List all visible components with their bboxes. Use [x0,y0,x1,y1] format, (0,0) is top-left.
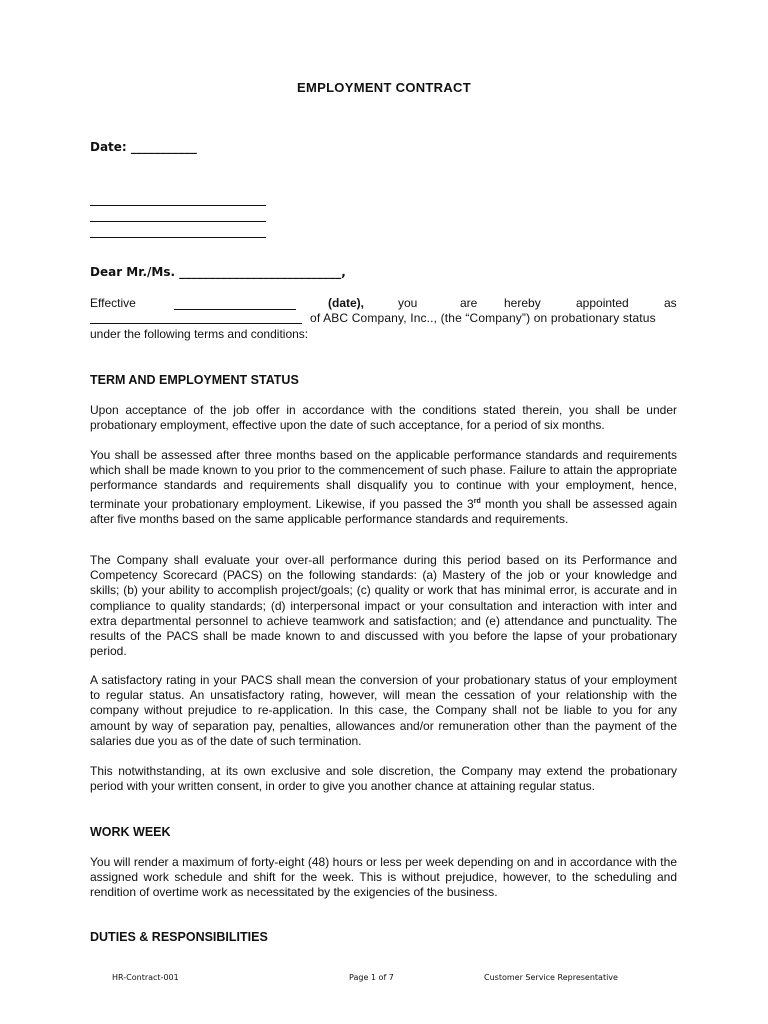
date-label: (date), [328,296,364,310]
paragraph: The Company shall evaluate your over-all performance during this period based on its Performance and Competency Scorecard (PACS) on the following standards: (a) Mastery of the job or your knowledge and skills; (b) your ability to accomplish project/goals; (c) quality or work that has minimal error, is accurate and in compliance to quality standards; (d) interpersonal impact or your consultation and interaction with inter and extra departmental personnel to achieve teamwork and satisfaction; and (e) attendance and punctuality. The results of the PACS shall be made known to and discussed with you before the lapse of your probationary period. [90,553,677,659]
document-title: EMPLOYMENT CONTRACT [297,80,471,95]
ordinal-suffix: rd [473,497,481,505]
paragraph: A satisfactory rating in your PACS shall mean the conversion of your probationary status of your employment to regular status. An unsatisfactory rating, however, will mean the cessation of your relationship with the company without prejudice to re-application. In this case, the Company shall not be liable to you for any amount by way of separation pay, penalties, allowances and/or remuneration other than the payment of the salaries due you as of the date of such termination. [90,673,677,748]
footer-page-number: Page 1 of 7 [349,973,394,982]
effective-line-3: under the following terms and conditions: [90,327,309,341]
address-block [90,190,266,238]
word: hereby [504,296,541,310]
word: appointed [576,296,629,310]
section-heading-work-week: WORK WEEK [90,825,171,839]
position-blank [90,311,302,324]
footer-position: Customer Service Representative [484,973,618,982]
footer-doc-code: HR-Contract-001 [112,973,179,982]
paragraph-text: month you shall be assessed again after five months based on the same applicable performance standards and requirements. [90,496,677,526]
address-line [90,190,266,206]
section-heading-duties: DUTIES & RESPONSIBILITIES [90,930,268,944]
paragraph: This notwithstanding, at its own exclusive and sole discretion, the Company may extend the probationary period with your written consent, in order to give you another chance at attaining regular status. [90,764,677,794]
effective-line [90,296,677,311]
salutation: Dear Mr./Ms. ___________________________, [90,265,346,279]
word: as [664,296,677,310]
paragraph [90,448,677,527]
effective-text: of ABC Company, Inc.., (the “Company”) on probationary status [310,311,656,325]
section-heading-term: TERM AND EMPLOYMENT STATUS [90,373,299,387]
address-line [90,222,266,238]
word: you [398,296,418,310]
address-line [90,206,266,222]
effective-line-2 [90,311,677,327]
paragraph: You will render a maximum of forty-eight (48) hours or less per week depending on and in accordance with the assigned work schedule and shift for the week. This is without prejudice, however, to the scheduling and rendition of overtime work as necessitated by the exigencies of the business. [90,855,677,900]
word: are [460,296,478,310]
date-field: Date: ___________ [90,140,197,154]
paragraph: Upon acceptance of the job offer in accordance with the conditions stated therein, you shall be under probationary employment, effective upon the date of such acceptance, for a period of six months. [90,403,677,433]
effective-word: Effective [90,296,136,310]
paragraph-text: You shall be assessed after three months based on the applicable performance standards and requirements which shall be made known to you prior to the commencement of such phase. Failure to attain the appropriate performance standards and requirements shall disqualify you to continue with your employment, hence, terminate your probationary employment. Likewise, if you passed the 3 [90,448,677,511]
